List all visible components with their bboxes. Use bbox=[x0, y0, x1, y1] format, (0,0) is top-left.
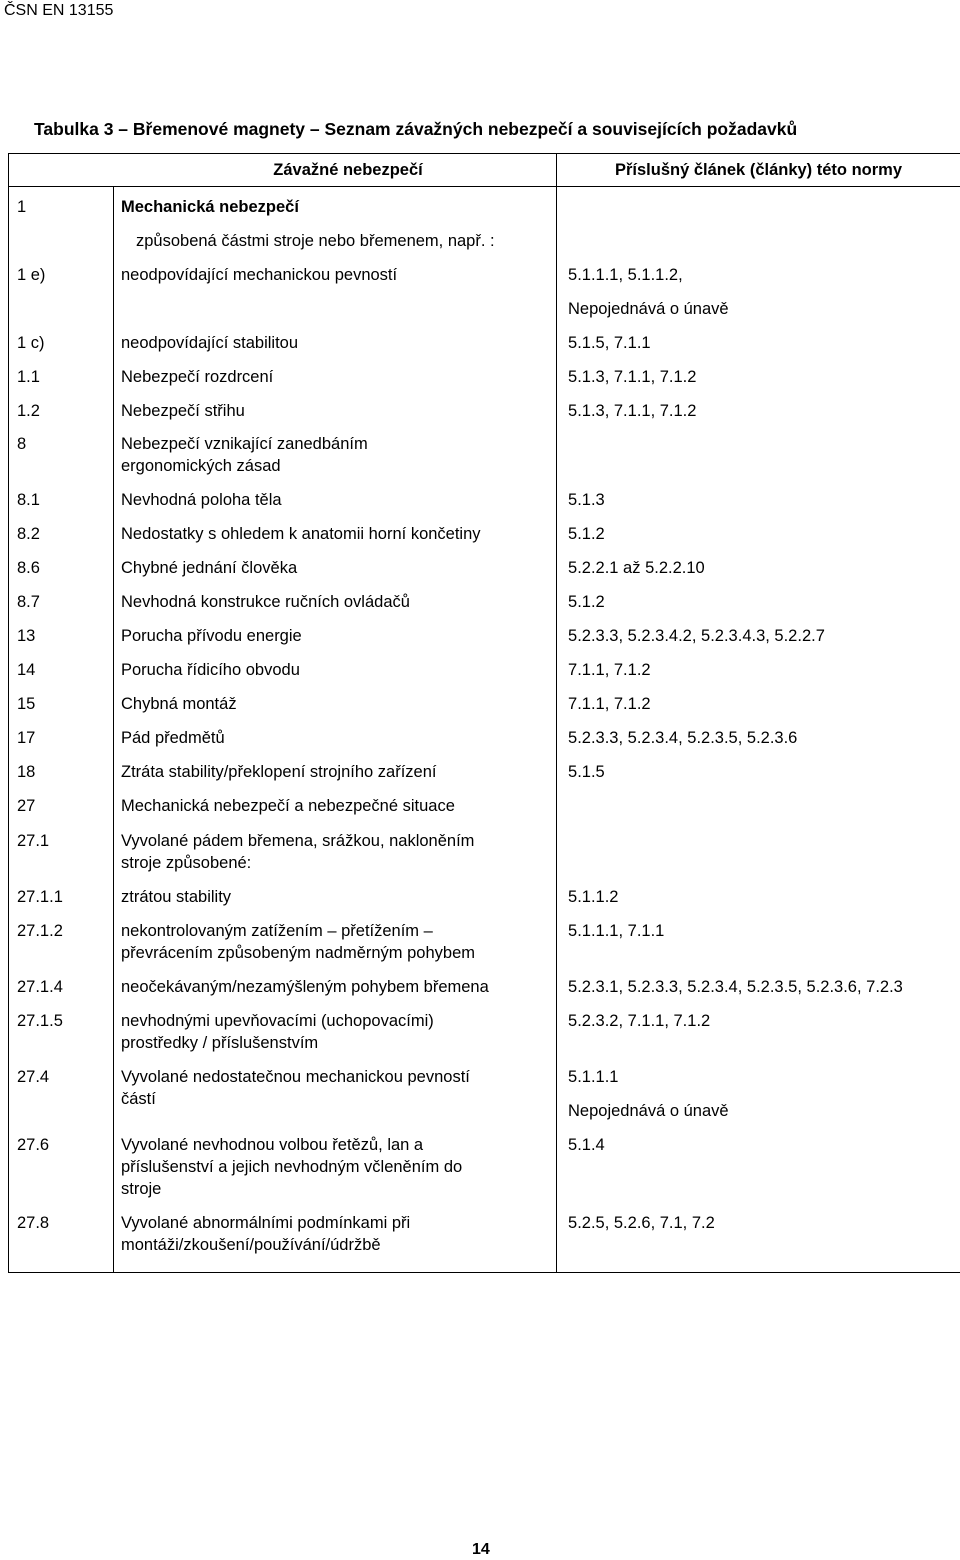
table-row bbox=[9, 252, 960, 320]
clause-reference: 5.1.2 bbox=[557, 579, 960, 613]
clause-reference: 5.2.3.2, 7.1.1, 7.1.2 bbox=[557, 998, 960, 1054]
hazard-text-continued: montáži/zkoušení/používání/údržbě bbox=[121, 1236, 381, 1254]
hazard-description bbox=[114, 1054, 557, 1122]
hazard-text-continued: prostředky / příslušenstvím bbox=[121, 1034, 319, 1052]
hazard-description: ztrátou stability bbox=[114, 874, 557, 908]
hazard-number: 1.1 bbox=[9, 354, 114, 388]
hazard-number: 27 bbox=[9, 783, 114, 817]
clause-text: 5.1.1.1 bbox=[568, 1068, 619, 1086]
hazard-description bbox=[114, 908, 557, 964]
hazard-description: neodpovídající stabilitou bbox=[114, 320, 557, 354]
table-row bbox=[9, 320, 960, 354]
clause-reference: 5.2.3.1, 5.2.3.3, 5.2.3.4, 5.2.3.5, 5.2.3.6, 7.2.3 bbox=[557, 964, 960, 998]
table-row bbox=[9, 749, 960, 783]
table-header-row bbox=[9, 154, 960, 187]
hazard-description: Mechanická nebezpečí a nebezpečné situace bbox=[114, 783, 557, 817]
hazard-number: 8 bbox=[9, 422, 114, 477]
hazard-text-continued: převrácením způsobeným nadměrným pohybem bbox=[121, 944, 476, 962]
hazard-text-continued: částí bbox=[121, 1090, 156, 1108]
table-row bbox=[9, 874, 960, 908]
clause-reference: 5.1.2 bbox=[557, 511, 960, 545]
hazard-description: Chybné jednání člověka bbox=[114, 545, 557, 579]
hazard-description: Nebezpečí rozdrcení bbox=[114, 354, 557, 388]
clause-reference: 5.1.1.1, 7.1.1 bbox=[557, 908, 960, 964]
table-row bbox=[9, 908, 960, 964]
hazard-text-continued: ergonomických zásad bbox=[121, 457, 281, 475]
clause-reference bbox=[557, 252, 960, 320]
hazard-description: Nevhodná konstrukce ručních ovládačů bbox=[114, 579, 557, 613]
table-row bbox=[9, 1122, 960, 1200]
hazard-description bbox=[114, 187, 557, 253]
clause-note: Nepojednává o únavě bbox=[568, 1102, 729, 1120]
table-row bbox=[9, 1054, 960, 1122]
hazard-number: 1 e) bbox=[9, 252, 114, 320]
hazard-text: Vyvolané pádem břemena, srážkou, nakloněním bbox=[121, 832, 475, 850]
hazard-number: 27.1.2 bbox=[9, 908, 114, 964]
hazard-description: Pád předmětů bbox=[114, 715, 557, 749]
hazard-number: 18 bbox=[9, 749, 114, 783]
table-row bbox=[9, 964, 960, 998]
clause-reference: 5.2.5, 5.2.6, 7.1, 7.2 bbox=[557, 1200, 960, 1273]
hazard-description: Nedostatky s ohledem k anatomii horní končetiny bbox=[114, 511, 557, 545]
table-row bbox=[9, 1200, 960, 1273]
clause-reference bbox=[557, 187, 960, 253]
table-row bbox=[9, 613, 960, 647]
clause-reference: 7.1.1, 7.1.2 bbox=[557, 647, 960, 681]
hazard-description: neočekávaným/nezamýšleným pohybem břemena bbox=[114, 964, 557, 998]
hazard-number: 27.6 bbox=[9, 1122, 114, 1200]
table-row bbox=[9, 647, 960, 681]
hazard-number: 8.1 bbox=[9, 477, 114, 511]
table-row bbox=[9, 388, 960, 422]
clause-reference bbox=[557, 1054, 960, 1122]
hazard-number: 13 bbox=[9, 613, 114, 647]
hazard-number: 27.1.5 bbox=[9, 998, 114, 1054]
clause-reference: 7.1.1, 7.1.2 bbox=[557, 681, 960, 715]
hazard-text: nevhodnými upevňovacími (uchopovacími) bbox=[121, 1012, 434, 1030]
hazard-text: nekontrolovaným zatížením – přetížením – bbox=[121, 922, 433, 940]
hazard-text-continued: způsobená částmi stroje nebo břemenem, např. : bbox=[136, 232, 495, 250]
hazard-number: 27.1 bbox=[9, 817, 114, 874]
hazard-number: 27.4 bbox=[9, 1054, 114, 1122]
hazard-text-continued: stroje bbox=[121, 1180, 162, 1198]
table-row bbox=[9, 817, 960, 874]
table-row bbox=[9, 354, 960, 388]
table-row bbox=[9, 579, 960, 613]
table-row bbox=[9, 715, 960, 749]
hazard-text: Vyvolané nevhodnou volbou řetězů, lan a bbox=[121, 1136, 424, 1154]
column-header-clause: Příslušný článek (články) této normy bbox=[557, 154, 960, 187]
hazard-text-continued: příslušenství a jejich nevhodným včleněním do bbox=[121, 1158, 463, 1176]
page-number: 14 bbox=[472, 1541, 490, 1558]
table-row bbox=[9, 187, 960, 253]
clause-reference: 5.1.4 bbox=[557, 1122, 960, 1200]
hazard-description bbox=[114, 1200, 557, 1273]
table-row bbox=[9, 545, 960, 579]
hazard-description: Nebezpečí střihu bbox=[114, 388, 557, 422]
clause-reference: 5.2.2.1 až 5.2.2.10 bbox=[557, 545, 960, 579]
hazard-description: Nevhodná poloha těla bbox=[114, 477, 557, 511]
table-row bbox=[9, 998, 960, 1054]
clause-note: Nepojednává o únavě bbox=[568, 300, 729, 318]
hazard-description: Porucha přívodu energie bbox=[114, 613, 557, 647]
hazard-number: 14 bbox=[9, 647, 114, 681]
hazard-description: Ztráta stability/překlopení strojního zařízení bbox=[114, 749, 557, 783]
hazard-text: Nebezpečí vznikající zanedbáním bbox=[121, 435, 368, 453]
hazard-number: 1 c) bbox=[9, 320, 114, 354]
clause-text: 5.1.1.1, 5.1.1.2, bbox=[568, 266, 683, 284]
hazard-description bbox=[114, 998, 557, 1054]
clause-reference: 5.1.5, 7.1.1 bbox=[557, 320, 960, 354]
hazard-text-continued: stroje způsobené: bbox=[121, 854, 252, 872]
hazard-number: 27.1.4 bbox=[9, 964, 114, 998]
clause-reference: 5.1.5 bbox=[557, 749, 960, 783]
clause-reference bbox=[557, 783, 960, 817]
hazard-description: Porucha řídicího obvodu bbox=[114, 647, 557, 681]
hazard-description bbox=[114, 1122, 557, 1200]
hazard-number: 1 bbox=[9, 187, 114, 253]
table-row bbox=[9, 783, 960, 817]
hazard-text: Vyvolané nedostatečnou mechanickou pevností bbox=[121, 1068, 470, 1086]
standard-header: ČSN EN 13155 bbox=[4, 2, 114, 19]
table-title: Tabulka 3 – Břemenové magnety – Seznam závažných nebezpečí a souvisejících požadavků bbox=[34, 119, 798, 139]
table-row bbox=[9, 681, 960, 715]
clause-reference: 5.2.3.3, 5.2.3.4.2, 5.2.3.4.3, 5.2.2.7 bbox=[557, 613, 960, 647]
hazard-table bbox=[8, 153, 960, 1273]
table-row bbox=[9, 511, 960, 545]
hazard-number: 27.8 bbox=[9, 1200, 114, 1273]
hazard-description bbox=[114, 422, 557, 477]
hazard-number: 8.6 bbox=[9, 545, 114, 579]
hazard-number: 27.1.1 bbox=[9, 874, 114, 908]
hazard-description bbox=[114, 817, 557, 874]
hazard-text: Vyvolané abnormálními podmínkami při bbox=[121, 1214, 411, 1232]
clause-reference bbox=[557, 817, 960, 874]
table-row bbox=[9, 422, 960, 477]
hazard-description: neodpovídající mechanickou pevností bbox=[114, 252, 557, 320]
hazard-text: Mechanická nebezpečí bbox=[121, 198, 299, 216]
hazard-number: 8.7 bbox=[9, 579, 114, 613]
hazard-number: 1.2 bbox=[9, 388, 114, 422]
hazard-description: Chybná montáž bbox=[114, 681, 557, 715]
clause-reference: 5.1.1.2 bbox=[557, 874, 960, 908]
clause-reference bbox=[557, 422, 960, 477]
column-header-hazard: Závažné nebezpečí bbox=[9, 154, 557, 187]
clause-reference: 5.1.3 bbox=[557, 477, 960, 511]
clause-reference: 5.1.3, 7.1.1, 7.1.2 bbox=[557, 388, 960, 422]
clause-reference: 5.2.3.3, 5.2.3.4, 5.2.3.5, 5.2.3.6 bbox=[557, 715, 960, 749]
hazard-number: 8.2 bbox=[9, 511, 114, 545]
clause-reference: 5.1.3, 7.1.1, 7.1.2 bbox=[557, 354, 960, 388]
hazard-number: 15 bbox=[9, 681, 114, 715]
hazard-number: 17 bbox=[9, 715, 114, 749]
table-row bbox=[9, 477, 960, 511]
